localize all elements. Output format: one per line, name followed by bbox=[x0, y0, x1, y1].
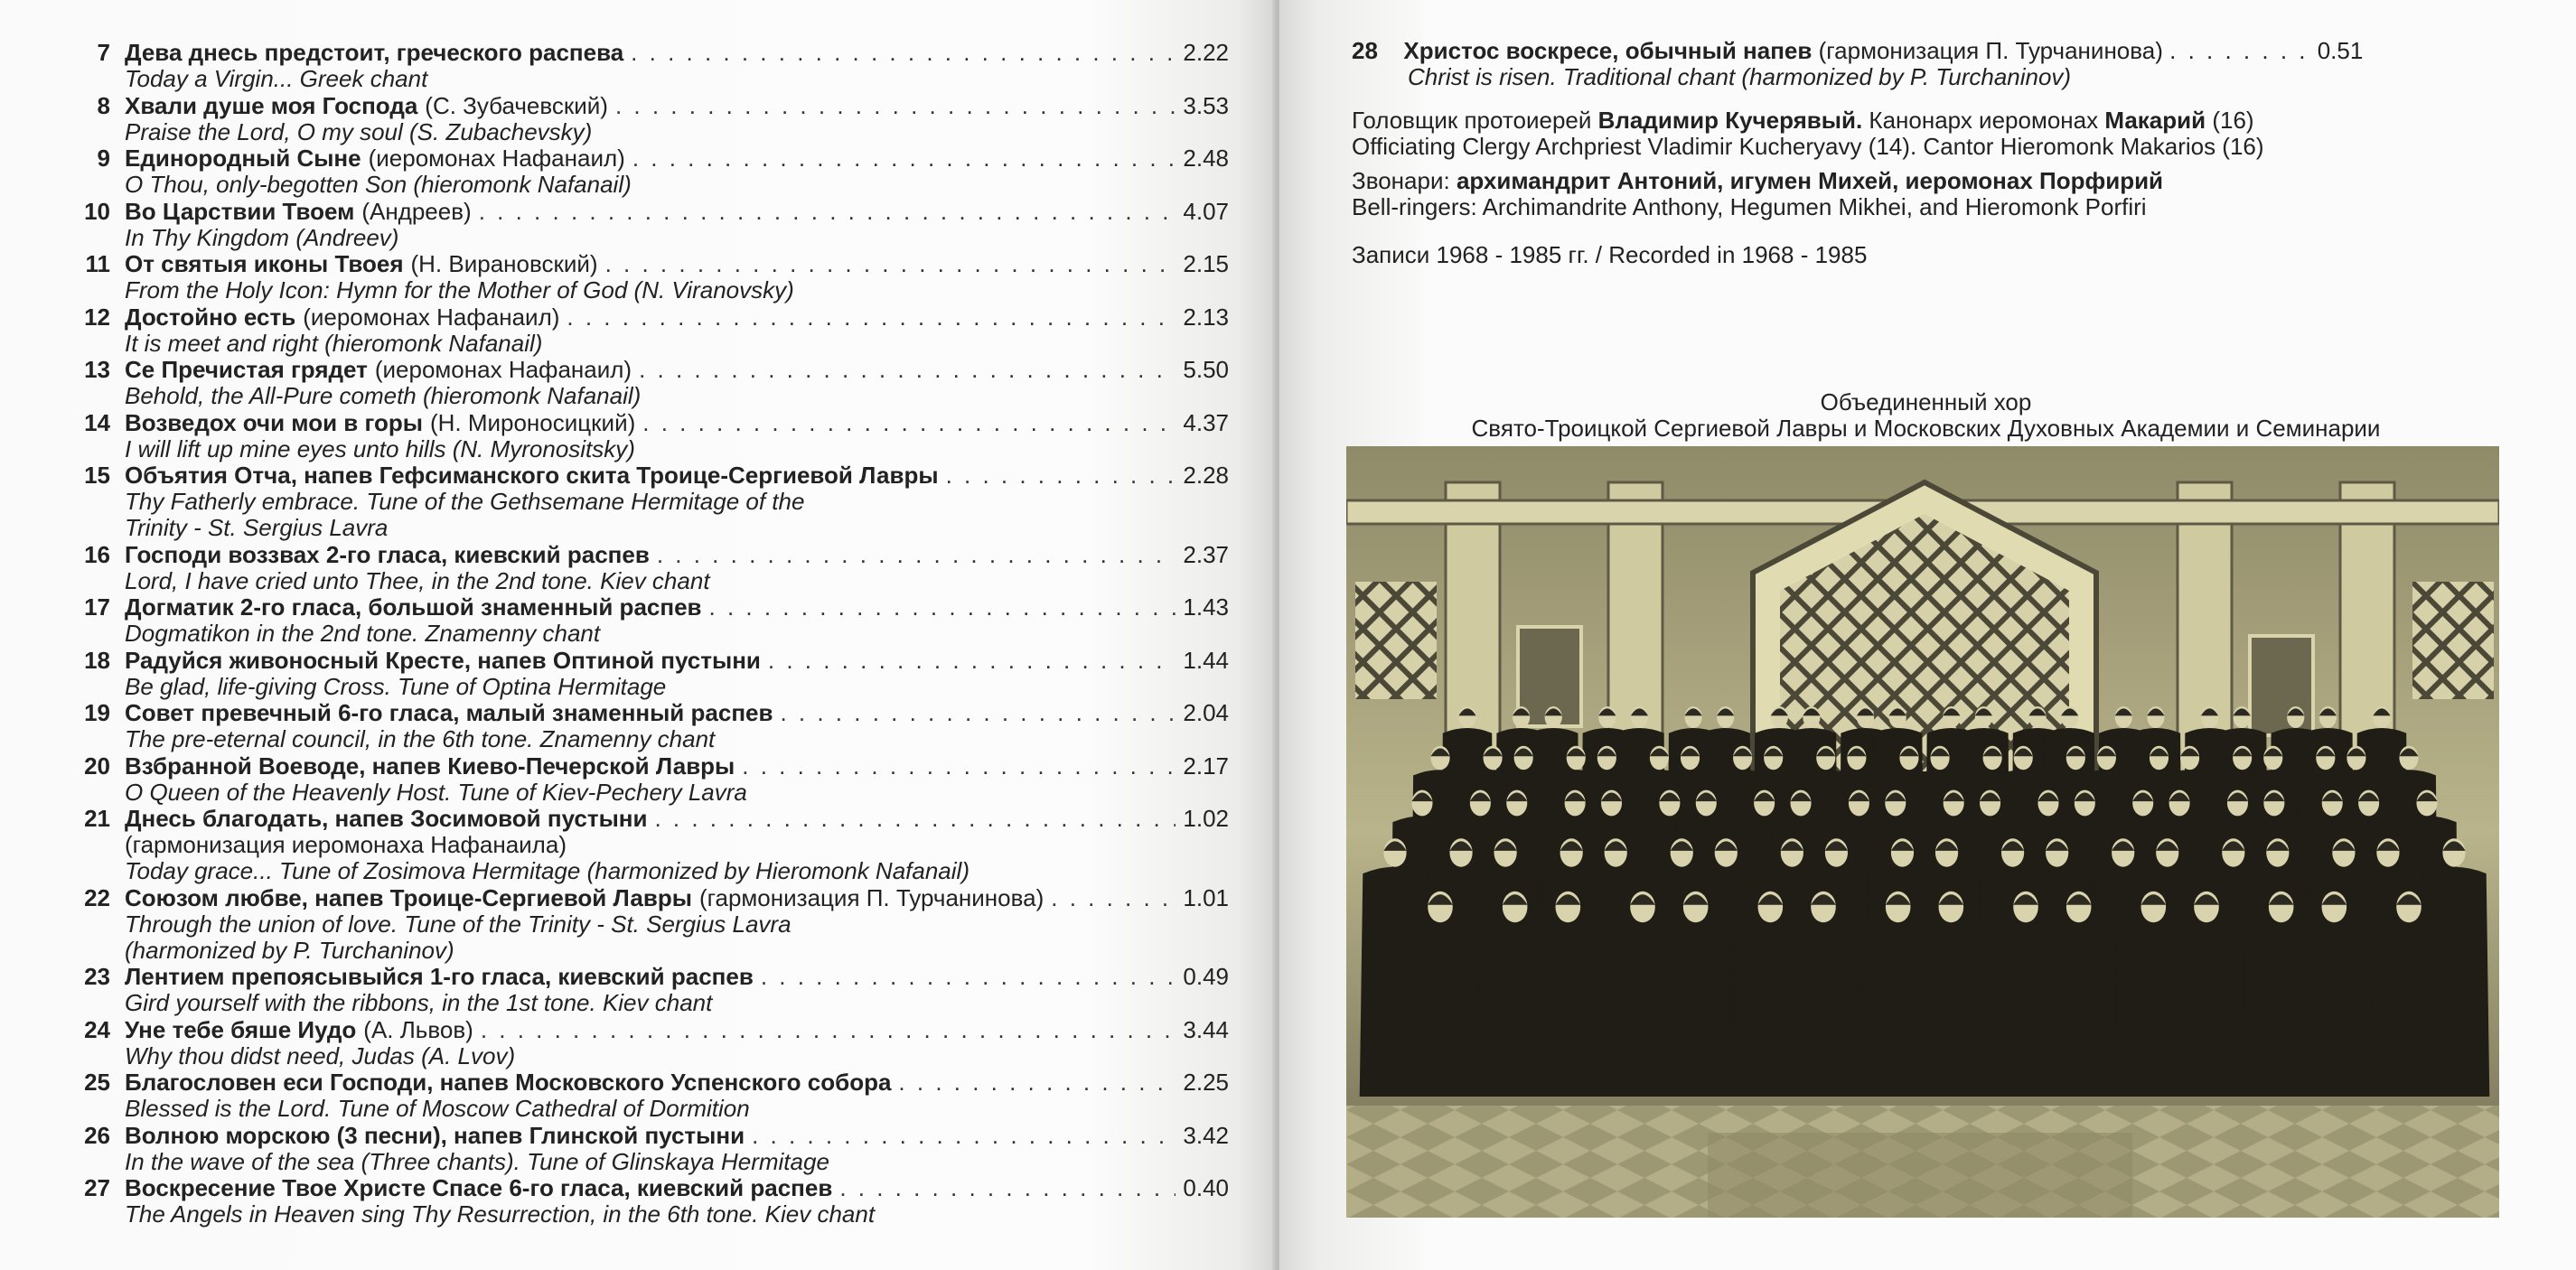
track-28-row: 28 Христос воскресе, обычный напев (гармонизация П. Турчанинова) . . . . . . . . 0.51 bbox=[1352, 37, 2364, 64]
track-row bbox=[63, 753, 1229, 780]
track-item bbox=[63, 1175, 1229, 1228]
choir-member-robe bbox=[2040, 922, 2118, 1097]
track-composer: (А. Львов) bbox=[363, 1015, 473, 1043]
track-row bbox=[63, 93, 1229, 119]
track-item bbox=[63, 1017, 1229, 1069]
credits-name: архимандрит Антоний, игумен Михей, иеромонах Порфирий bbox=[1456, 167, 2164, 194]
choir-member-robe bbox=[2168, 922, 2245, 1097]
track-english-title: In the wave of the sea (Three chants). Tune of Glinskaya Hermitage bbox=[125, 1147, 829, 1175]
track-row bbox=[63, 1017, 1229, 1043]
track-row bbox=[63, 542, 1229, 568]
track-row bbox=[63, 251, 1229, 277]
track-title: Хвали душе моя Господа bbox=[125, 91, 418, 119]
dot-leader bbox=[709, 594, 1176, 621]
track-duration: 2.25 bbox=[1183, 1069, 1229, 1096]
track-item bbox=[63, 93, 1229, 145]
track-number: 7 bbox=[97, 39, 110, 66]
track-duration: 2.15 bbox=[1183, 250, 1229, 277]
track-number: 20 bbox=[84, 752, 110, 780]
track-duration: 1.44 bbox=[1183, 646, 1229, 674]
track-english-title: From the Holy Icon: Hymn for the Mother of God (N. Viranovsky) bbox=[125, 276, 794, 303]
track-item bbox=[63, 806, 1229, 884]
choir-member-robe bbox=[2295, 922, 2373, 1097]
track-number: 25 bbox=[84, 1069, 110, 1096]
track-english-title: In Thy Kingdom (Andreev) bbox=[125, 223, 399, 251]
track-number: 21 bbox=[84, 805, 110, 832]
track-harmonization: (гармонизация иеромонаха Нафанаила) bbox=[125, 831, 567, 858]
track-number: 14 bbox=[84, 408, 110, 436]
track-number: 16 bbox=[84, 540, 110, 568]
track-row bbox=[63, 964, 1229, 990]
track-title: Днесь благодать, напев Зосимовой пустыни bbox=[125, 805, 648, 832]
dot-leader bbox=[615, 93, 1176, 119]
track-english-title: Gird yourself with the ribbons, in the 1st tone. Kiev chant bbox=[125, 989, 713, 1016]
track-item bbox=[63, 964, 1229, 1016]
track-row bbox=[63, 410, 1229, 436]
dot-leader bbox=[479, 199, 1176, 225]
track-number: 18 bbox=[84, 646, 110, 674]
track-row bbox=[63, 1175, 1229, 1201]
dot-leader bbox=[639, 357, 1176, 383]
track-number: 27 bbox=[84, 1174, 110, 1201]
track-title: Господи воззвах 2-го гласа, киевский распев bbox=[125, 540, 650, 568]
credits-ru-line2 bbox=[1352, 168, 2163, 194]
track-english-title: Be glad, life-giving Cross. Tune of Optina Hermitage bbox=[125, 672, 667, 700]
track-item bbox=[63, 753, 1229, 806]
track-english-title: Dogmatikon in the 2nd tone. Znamenny chant bbox=[125, 620, 601, 647]
credits-en-line2: Bell-ringers: Archimandrite Anthony, Hegumen Mikhei, and Hieromonk Porfiri bbox=[1352, 193, 2147, 220]
track-title: Единородный Сыне bbox=[125, 145, 361, 172]
credits-name: Владимир Кучерявый. bbox=[1597, 107, 1863, 134]
track-english-title: Today grace... Tune of Zosimova Hermitage (harmonized by Hieromonk Nafanail) bbox=[125, 857, 970, 884]
track-title: Объятия Отча, напев Гефсиманского скита Троице-Сергиевой Лавры bbox=[125, 462, 939, 489]
credits-en-line1: Officiating Clergy Archpriest Vladimir Kucheryavy (14). Cantor Hieromonk Makarios (16) bbox=[1352, 133, 2264, 160]
track-number: 11 bbox=[85, 250, 110, 277]
dot-leader bbox=[946, 462, 1176, 489]
track-duration: 3.53 bbox=[1183, 91, 1229, 119]
track-english-title: Behold, the All-Pure cometh (hieromonk Nafanail) bbox=[125, 382, 642, 409]
track-row bbox=[63, 199, 1229, 225]
track-title: Во Царствии Твоем bbox=[125, 197, 355, 225]
track-english-title: Praise the Lord, O my soul (S. Zubachevsky) bbox=[125, 117, 593, 145]
track-duration: 2.37 bbox=[1183, 540, 1229, 568]
track-number: 10 bbox=[84, 197, 110, 225]
track-number: 26 bbox=[84, 1121, 110, 1149]
track-title: Возведох очи мои в горы bbox=[125, 408, 423, 436]
track-number: 22 bbox=[84, 883, 110, 911]
track-item bbox=[63, 357, 1229, 409]
track-duration: 3.44 bbox=[1183, 1015, 1229, 1043]
track-duration: 2.28 bbox=[1183, 462, 1229, 489]
track-duration: 0.49 bbox=[1183, 963, 1229, 990]
choir-member-robe bbox=[1784, 922, 1862, 1097]
dot-leader bbox=[768, 648, 1176, 674]
right-page bbox=[1279, 0, 2576, 1270]
track-row bbox=[63, 357, 1229, 383]
credits-name: Макарий bbox=[2104, 107, 2206, 134]
track-number: 17 bbox=[84, 593, 110, 621]
track-english-title: O Queen of the Heavenly Host. Tune of Kiev-Pechery Lavra bbox=[125, 778, 747, 806]
track-item bbox=[63, 145, 1229, 198]
track-title: Воскресение Твое Христе Спасе 6-го гласа, киевский распев bbox=[125, 1174, 833, 1201]
track-row bbox=[63, 304, 1229, 331]
track-english-title: It is meet and right (hieromonk Nafanail) bbox=[125, 329, 543, 357]
dot-leader bbox=[605, 251, 1176, 277]
track-duration: 1.02 bbox=[1183, 805, 1229, 832]
track-item bbox=[63, 1069, 1229, 1122]
track-number: 9 bbox=[97, 145, 110, 172]
dot-leader bbox=[761, 964, 1176, 990]
track-number: 15 bbox=[84, 462, 110, 489]
track-duration: 2.17 bbox=[1183, 752, 1229, 780]
track-number: 28 bbox=[1352, 37, 1378, 64]
track-row bbox=[63, 806, 1229, 832]
track-number: 19 bbox=[84, 699, 110, 726]
track-english-title: Lord, I have cried unto Thee, in the 2nd tone. Kiev chant bbox=[125, 566, 710, 594]
photo-caption-line1: Объединенный хор bbox=[1820, 388, 2032, 416]
track-english-title: Thy Fatherly embrace. Tune of the Gethsemane Hermitage of the bbox=[125, 488, 805, 515]
track-item bbox=[63, 251, 1229, 303]
track-duration: 2.48 bbox=[1183, 145, 1229, 172]
track-row bbox=[63, 1123, 1229, 1149]
track-composer: (иеромонах Нафанаил) bbox=[368, 145, 625, 172]
photo-caption-line2: Свято-Троицкой Сергиевой Лавры и Московских Духовных Академии и Семинарии bbox=[1471, 415, 2381, 442]
track-duration: 0.40 bbox=[1183, 1174, 1229, 1201]
choir-photo bbox=[1346, 446, 2499, 1218]
dot-leader bbox=[1051, 885, 1176, 911]
choir-member-robe bbox=[1401, 922, 1479, 1097]
track-english-title: Blessed is the Lord. Tune of Moscow Cathedral of Dormition bbox=[125, 1095, 750, 1122]
left-page bbox=[0, 0, 1276, 1270]
track-item bbox=[63, 410, 1229, 462]
track-composer: (С. Зубачевский) bbox=[425, 91, 608, 119]
track-item bbox=[63, 542, 1229, 594]
track-title: Догматик 2-го гласа, большой знаменный распев bbox=[125, 593, 702, 621]
track-composer: (гармонизация П. Турчанинова) bbox=[698, 883, 1044, 911]
track-title: Волною морскою (3 песни), напев Глинской пустыни bbox=[125, 1121, 745, 1149]
track-28-english: Christ is risen. Traditional chant (harmonized by P. Turchaninov) bbox=[1408, 63, 2072, 90]
track-row bbox=[63, 700, 1229, 726]
track-english-title: O Thou, only-begotten Son (hieromonk Nafanail) bbox=[125, 171, 632, 198]
track-item bbox=[63, 594, 1229, 647]
track-composer: (иеромонах Нафанаил) bbox=[303, 303, 560, 331]
track-duration: 3.42 bbox=[1183, 1121, 1229, 1149]
track-composer: (Андреев) bbox=[361, 197, 472, 225]
track-number: 12 bbox=[84, 303, 110, 331]
dot-leader bbox=[631, 40, 1176, 66]
track-title: Дева днесь предстоит, греческого распева bbox=[125, 39, 624, 66]
track-row bbox=[63, 885, 1229, 911]
track-title: Христос воскресе, обычный напев bbox=[1403, 37, 1813, 64]
track-title: Совет превечный 6-го гласа, малый знаменный распев bbox=[125, 699, 773, 726]
track-composer: (гармонизация П. Турчанинова) bbox=[1818, 37, 2163, 64]
track-english-title: Trinity - St. Sergius Lavra bbox=[125, 514, 389, 541]
track-english-title: The pre-eternal council, in the 6th tone. Znamenny chant bbox=[125, 725, 716, 752]
track-duration: 2.13 bbox=[1183, 303, 1229, 331]
track-duration: 4.07 bbox=[1183, 197, 1229, 225]
track-item bbox=[63, 304, 1229, 357]
track-duration: 5.50 bbox=[1183, 356, 1229, 383]
dot-leader bbox=[742, 753, 1176, 780]
track-duration: 1.01 bbox=[1183, 883, 1229, 911]
track-english-title: Through the union of love. Tune of the Trinity - St. Sergius Lavra bbox=[125, 910, 792, 938]
track-duration: 1.43 bbox=[1183, 593, 1229, 621]
credits-text: Канонарх иеромонах bbox=[1862, 107, 2105, 134]
dot-leader bbox=[752, 1123, 1176, 1149]
choir-member-robe bbox=[1912, 922, 1990, 1097]
dot-leader bbox=[898, 1069, 1176, 1096]
track-item bbox=[63, 1123, 1229, 1175]
track-item bbox=[63, 885, 1229, 964]
track-english-title: I will lift up mine eyes unto hills (N. Myronositsky) bbox=[125, 434, 635, 462]
track-row bbox=[63, 145, 1229, 172]
choir-member-robe bbox=[2370, 922, 2448, 1097]
track-duration: 2.04 bbox=[1183, 699, 1229, 726]
credits-text: Звонари: bbox=[1352, 167, 1457, 194]
credits-text: (16) bbox=[2206, 107, 2254, 134]
track-item bbox=[63, 199, 1229, 251]
dot-leader bbox=[780, 700, 1176, 726]
track-number: 24 bbox=[84, 1015, 110, 1043]
track-title: Достойно есть bbox=[125, 303, 296, 331]
track-title: Взбранной Воеводе, напев Киево-Печерской Лавры bbox=[125, 752, 735, 780]
track-number: 13 bbox=[84, 356, 110, 383]
track-english-title: The Angels in Heaven sing Thy Resurrection, in the 6th tone. Kiev chant bbox=[125, 1200, 876, 1228]
track-item bbox=[63, 462, 1229, 541]
dot-leader bbox=[642, 410, 1176, 436]
track-english-title: Why thou didst need, Judas (A. Lvov) bbox=[125, 1041, 516, 1069]
track-row bbox=[63, 648, 1229, 674]
credits-ru-line1 bbox=[1352, 107, 2254, 134]
track-composer: (иеромонах Нафанаил) bbox=[374, 356, 632, 383]
track-title: Союзом любве, напев Троице-Сергиевой Лавры bbox=[125, 883, 692, 911]
dot-leader bbox=[481, 1017, 1176, 1043]
track-duration: 4.37 bbox=[1183, 408, 1229, 436]
track-title: Уне тебе бяше Иудо bbox=[125, 1015, 357, 1043]
track-title: Лентием препоясывыйся 1-го гласа, киевский распев bbox=[125, 963, 754, 990]
track-row bbox=[63, 594, 1229, 621]
credits-text: Головщик протоиерей bbox=[1352, 107, 1598, 134]
track-item bbox=[63, 40, 1229, 92]
track-composer: (Н. Мироносицкий) bbox=[429, 408, 636, 436]
recorded-years: Записи 1968 - 1985 гг. / Recorded in 1968 - 1985 bbox=[1352, 241, 1868, 268]
track-english-title: Today a Virgin... Greek chant bbox=[125, 65, 428, 92]
track-item bbox=[63, 700, 1229, 752]
track-row bbox=[63, 462, 1229, 489]
track-english-title: (harmonized by P. Turchaninov) bbox=[125, 936, 454, 964]
track-duration: 2.22 bbox=[1183, 39, 1229, 66]
track-title: Радуйся живоносный Кресте, напев Оптиной пустыни bbox=[125, 646, 761, 674]
choir-member-robe bbox=[1657, 922, 1735, 1097]
track-title: Благословен еси Господи, напев Московского Успенского собора bbox=[125, 1069, 892, 1096]
dot-leader bbox=[654, 806, 1176, 832]
dot-leader bbox=[567, 304, 1176, 331]
track-row bbox=[63, 40, 1229, 66]
track-row bbox=[63, 1069, 1229, 1096]
track-title: От святыя иконы Твоея bbox=[125, 250, 404, 277]
choir-member-robe bbox=[1529, 922, 1606, 1097]
dot-leader bbox=[632, 145, 1176, 172]
dot-leader bbox=[657, 542, 1176, 568]
dot-leader bbox=[839, 1175, 1176, 1201]
track-number: 8 bbox=[97, 91, 110, 119]
track-composer: (Н. Вирановский) bbox=[410, 250, 598, 277]
track-duration: 0.51 bbox=[2317, 37, 2364, 64]
track-item bbox=[63, 648, 1229, 700]
track-title: Се Пречистая грядет bbox=[125, 356, 368, 383]
track-number: 23 bbox=[84, 963, 110, 990]
